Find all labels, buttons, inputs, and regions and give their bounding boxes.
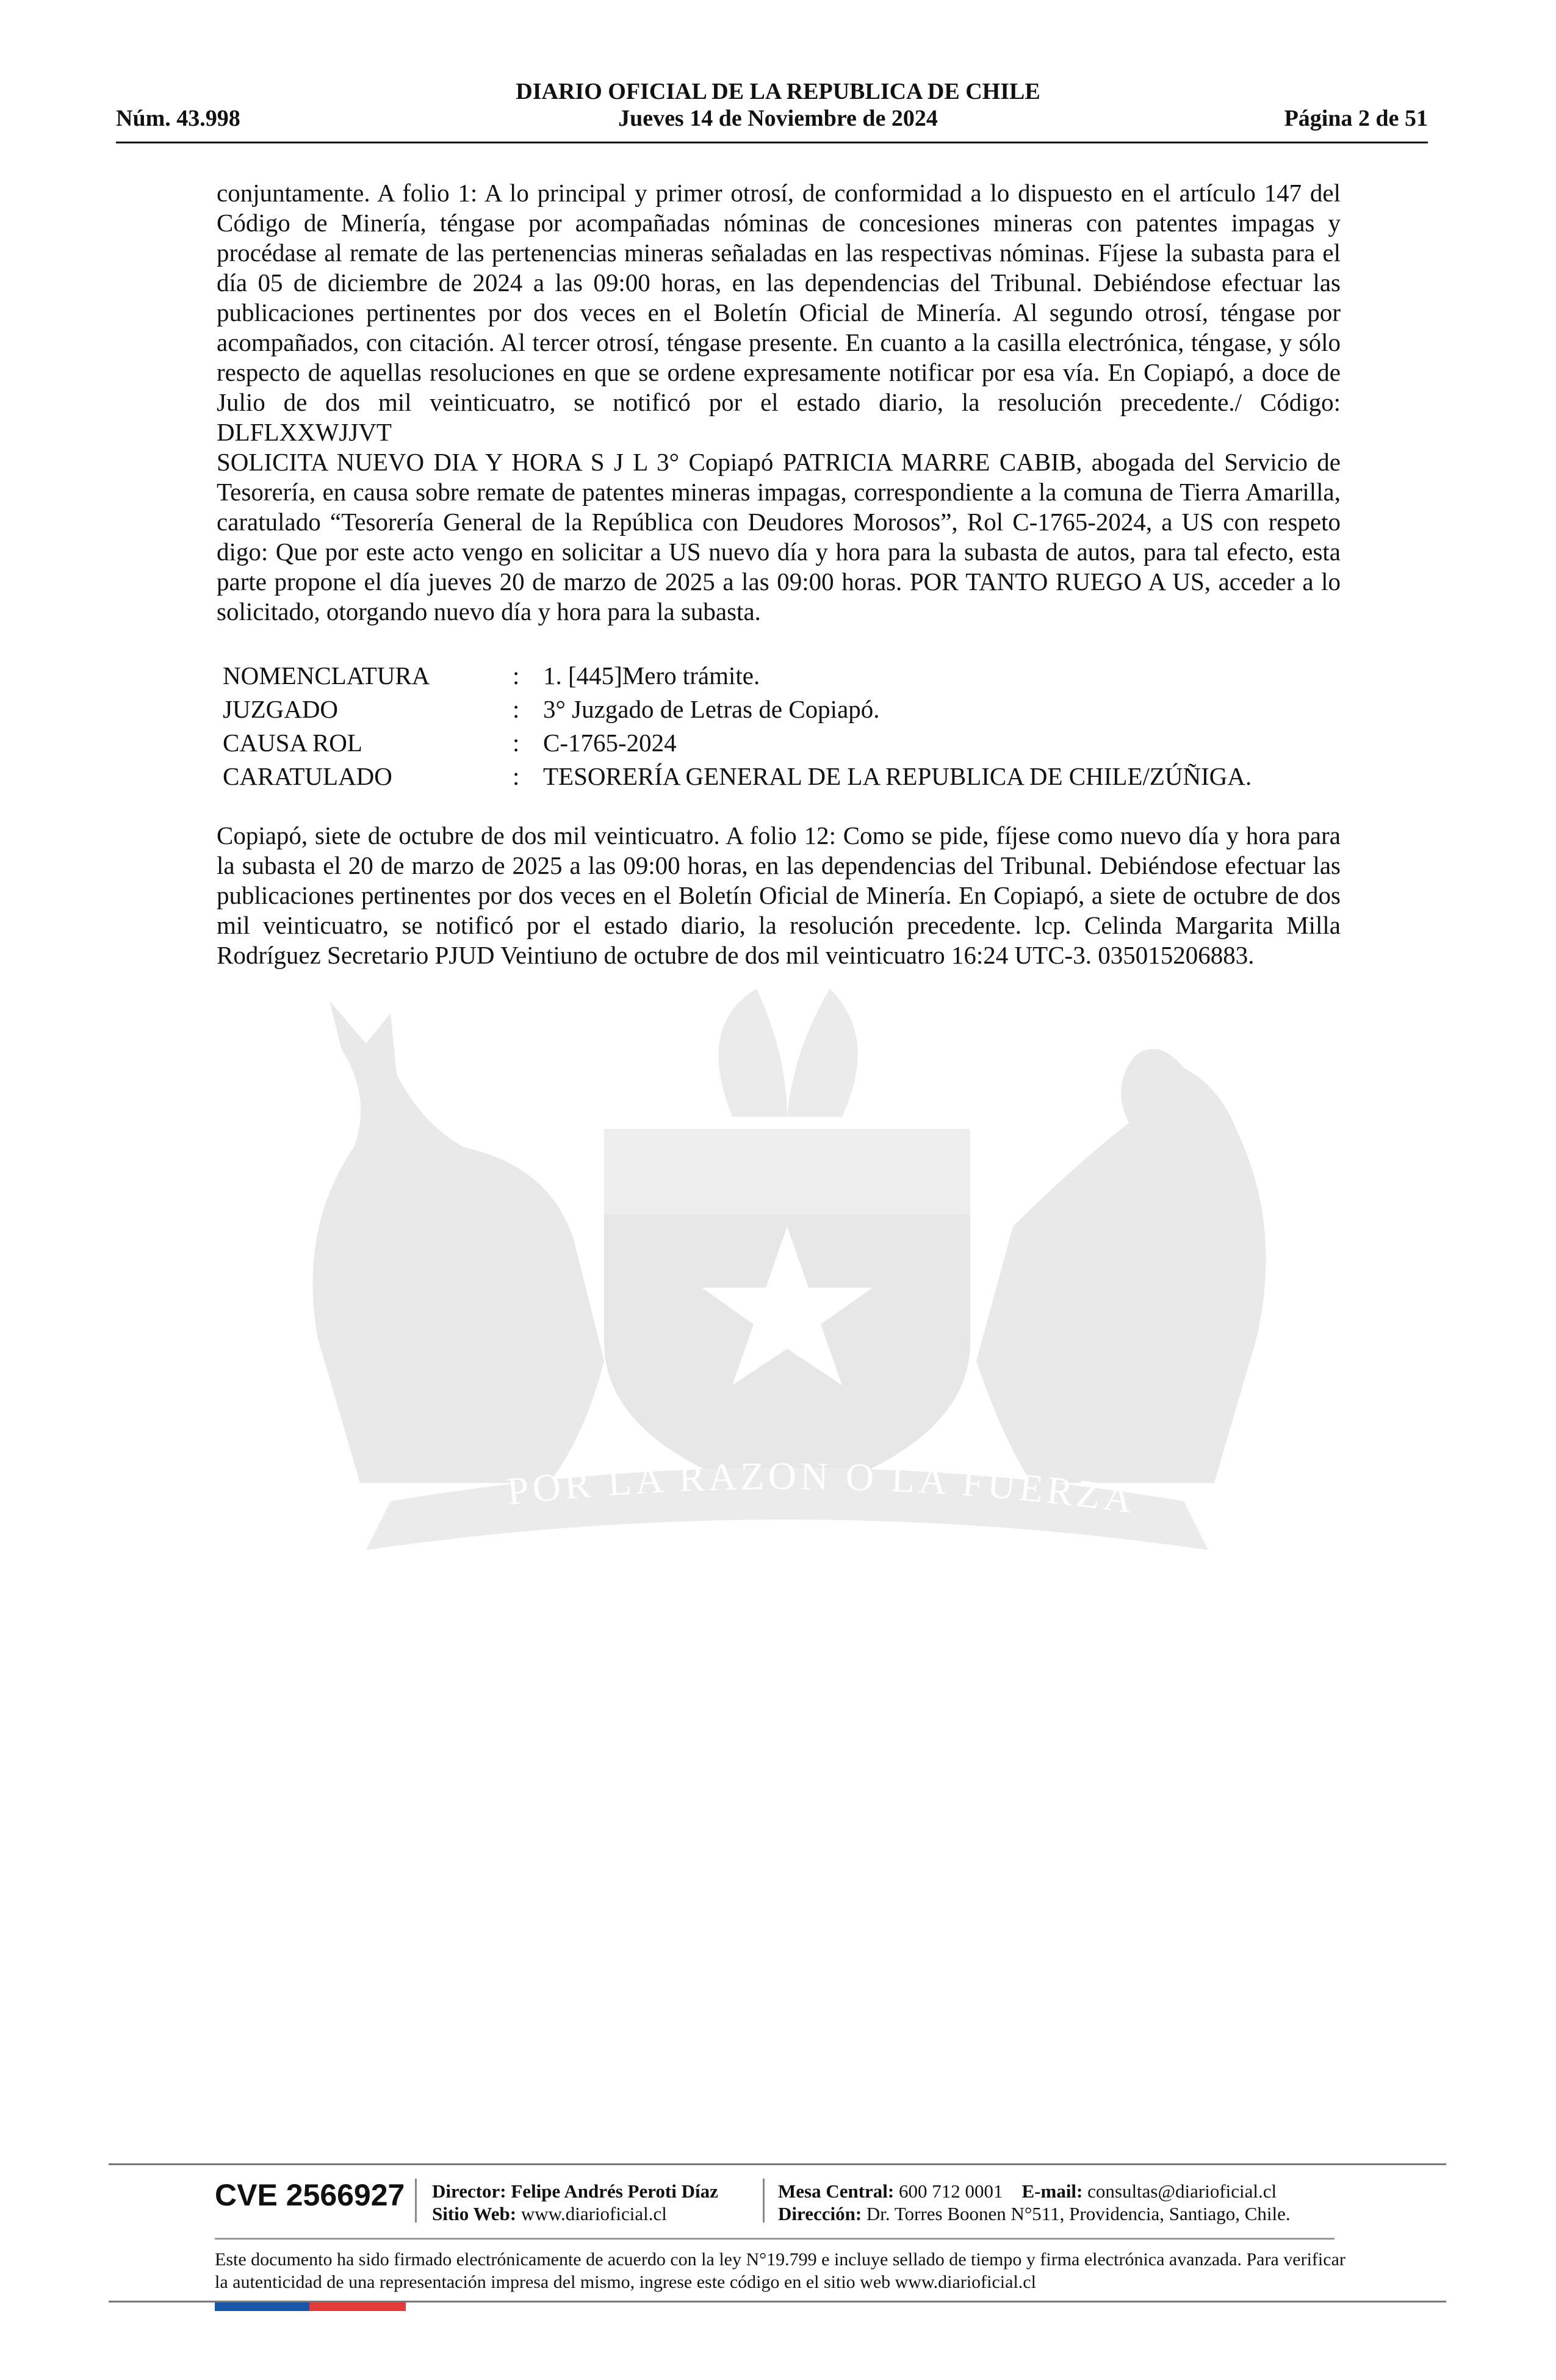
phone-value: 600 712 0001 [899,2180,1003,2202]
footer-mid-rule [215,2238,1334,2240]
closing-text-block [217,821,1341,970]
row-separator: : [513,729,520,757]
address-value: Dr. Torres Boonen N°511, Providencia, Santiago, Chile. [866,2203,1291,2224]
main-text-block [217,178,1341,627]
row-label: CARATULADO [223,762,392,790]
email-link[interactable]: consultas@diarioficial.cl [1087,2180,1277,2202]
row-label: JUZGADO [223,695,339,723]
row-label: NOMENCLATURA [223,662,430,690]
email-label: E-mail: [1021,2180,1083,2202]
director-label: Director: [432,2180,506,2202]
paragraph-request: SOLICITA NUEVO DIA Y HORA S J L 3° Copiapó PATRICIA MARRE CABIB, abogada del Servicio de Tesorería, en causa sobre remate de patentes mineras impagas, correspondiente a la comuna de Tierra Amarilla, caratulado “Tesorería General de la República con Deudores Morosos”, Rol C-1765-2024, a US con respeto digo: Que por este acto vengo en solicitar a US nuevo día y hora para la subasta de autos, para tal efecto, esta parte propone el día jueves 20 de marzo de 2025 a las 09:00 horas. POR TANTO RUEGO A US, acceder a lo solicitado, otorgando nuevo día y hora para la subasta. [217,448,1341,626]
header-rule [116,142,1428,143]
footer-divider [763,2179,765,2223]
paragraph-resolution: conjuntamente. A folio 1: A lo principal y primer otrosí, de conformidad a lo dispuesto en el artículo 147 del Código de Minería, téngase por acompañadas nóminas de concesiones mineras con patentes impagas y procédase al remate de las pertenencias mineras señaladas en las respectivas nóminas. Fíjese la subasta para el día 05 de diciembre de 2024 a las 09:00 horas, en las dependencias del Tribunal. Debiéndose efectuar las publicaciones pertinentes por dos veces en el Boletín Oficial de Minería. Al segundo otrosí, téngase por acompañados, con citación. Al tercer otrosí, téngase presente. En cuanto a la casilla electrónica, téngase, y sólo respecto de aquellas resoluciones en que se ordene expresamente notificar por esa vía. En Copiapó, a doce de Julio de dos mil veinticuatro, se notificó por el estado diario, la resolución precedente./ Código: DLFLXXWJJVT [217,179,1341,446]
paragraph-new-date: Copiapó, siete de octubre de dos mil veinticuatro. A folio 12: Como se pide, fíjese como nuevo día y hora para la subasta el 20 de marzo de 2025 a las 09:00 horas, en las dependencias del Tribunal. Debiéndose efectuar las publicaciones pertinentes por dos veces en el Boletín Oficial de Minería. En Copiapó, a siete de octubre de dos mil veinticuatro, se notificó por el estado diario, la resolución precedente. lcp. Celinda Margarita Milla Rodríguez Secretario PJUD Veintiuno de octubre de dos mil veinticuatro 16:24 UTC-3. 035015206883. [217,821,1341,969]
footer-top-rule [109,2163,1446,2165]
row-separator: : [513,695,520,723]
case-details-table [223,659,1252,793]
flag-bar-blue [215,2302,309,2311]
table-row [223,659,1252,693]
phone-label: Mesa Central: [778,2180,895,2202]
issue-number: Núm. 43.998 [116,106,240,131]
issue-date: Jueves 14 de Noviembre de 2024 [618,106,938,131]
row-value: TESORERÍA GENERAL DE LA REPUBLICA DE CHILE/ZÚÑIGA. [543,762,1252,790]
coat-of-arms-watermark [207,964,1367,1605]
row-value: 3° Juzgado de Letras de Copiapó. [543,695,880,723]
row-separator: : [513,762,520,790]
cve-code: CVE 2566927 [215,2178,405,2212]
footer-divider [415,2179,417,2223]
footer-director-block [432,2180,718,2225]
website-label: Sitio Web: [432,2203,517,2224]
row-label: CAUSA ROL [223,729,362,757]
watermark-motto: POR LA RAZON O LA FUERZA [505,1454,1139,1522]
newspaper-title: DIARIO OFICIAL DE LA REPUBLICA DE CHILE [516,79,1040,104]
row-separator: : [513,662,520,690]
legal-notice: Este documento ha sido firmado electrónicamente de acuerdo con la ley N°19.799 e incluye sellado de tiempo y firma electrónica avanzada. Para verificar la autenticidad de una representación impresa del mismo, ingrese este código en el sitio web www.diarioficial.cl [215,2249,1345,2292]
website-link[interactable]: www.diarioficial.cl [520,2203,667,2224]
table-row [223,760,1252,793]
table-row [223,726,1252,760]
row-value: 1. [445]Mero trámite. [543,662,760,690]
page-number: Página 2 de 51 [1284,106,1428,131]
flag-bar-red [309,2302,406,2311]
row-value: C-1765-2024 [543,729,677,757]
address-label: Dirección: [778,2203,862,2224]
table-row [223,693,1252,726]
director-name: Felipe Andrés Peroti Díaz [511,2180,718,2202]
footer-contact-block [778,2180,1291,2225]
